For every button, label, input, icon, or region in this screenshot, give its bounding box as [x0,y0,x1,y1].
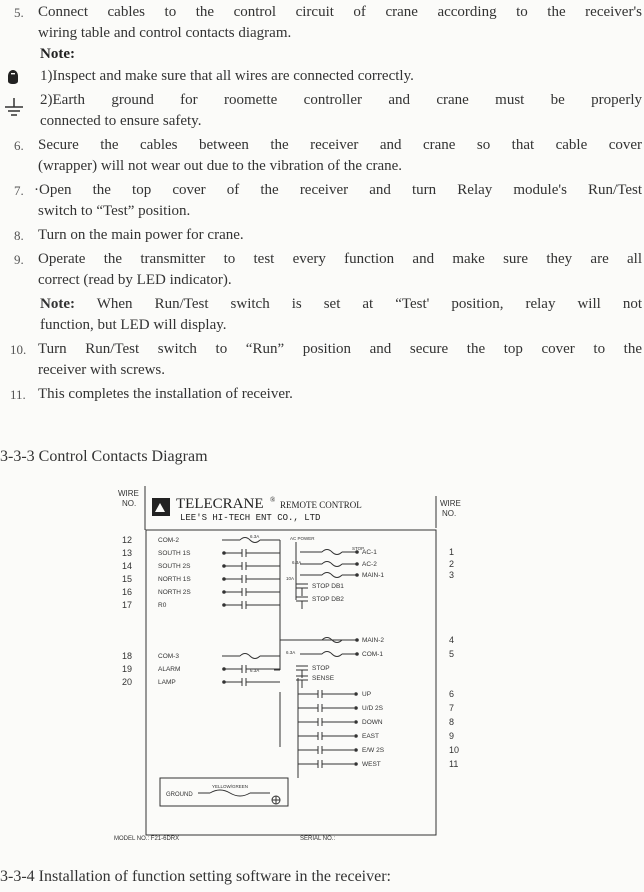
note-3-line-2: function, but LED will display. [40,317,227,333]
right-contact-label: SENSE [312,675,335,682]
capacitor-contact-symbol [296,597,308,609]
right-wire-number: 8 [449,717,455,727]
fuse-com2-label: 6.3A [250,534,260,539]
item-10-line-1: Turn Run/Test switch to “Run” position and secure the top cover to the [38,341,642,357]
left-wire-number: 15 [122,574,133,584]
right-contact-label: U/D 2S [362,705,383,712]
right-contact-label: STOP DB2 [312,596,344,603]
stop-fuse-label: STOP [352,546,365,551]
right-contact-label: UP [362,691,372,698]
fuse-wire-symbol [300,652,358,657]
right-contact-label: COM-1 [362,651,383,658]
ground-wire-label: YELLOW/GREEN [212,784,249,789]
right-contact-label: MAIN-2 [362,637,385,644]
wire-no-left-2: NO. [122,499,137,508]
fuse-symbol [222,654,280,659]
right-wire-number: 3 [449,570,455,580]
note-3-line-1 [40,295,642,314]
control-contacts-diagram [100,482,480,852]
ground-label: GROUND [166,792,193,798]
model-number: MODEL NO.: F21-6DRX [114,836,180,842]
right-contact-label: STOP DB1 [312,583,344,590]
left-contact-label: ALARM [158,666,181,673]
fuse-f1-label: 6.3A [292,560,302,565]
left-wire-number: 12 [122,535,133,545]
fuse-com1-label: 6.3A [286,650,296,655]
left-contact-label: NORTH 1S [158,576,191,583]
relay-contact-symbol [223,588,280,596]
note-2-line-2: connected to ensure safety. [40,113,202,129]
earth-ground-icon [2,96,26,120]
wire-no-right-2: NO. [442,509,457,518]
item-5-number: 5. [14,5,24,20]
ground-terminal-icon [272,796,280,804]
right-wire-number: 1 [449,547,455,557]
left-contact-label: LAMP [158,679,176,686]
item-7-line-1: ·Open the top cover of the receiver and turn Relay module's Run/Test [34,182,642,198]
item-11-number: 11. [10,387,26,402]
right-wire-number: 2 [449,559,455,569]
left-wire-number: 20 [122,677,133,687]
fuse-f2-label: 10A [286,576,295,581]
section-3-3-4-title: 3-3-4 Installation of function setting software in the receiver: [0,868,391,885]
right-wire-number: 9 [449,731,455,741]
fuse-com3-label: 6.3A [250,668,260,673]
wire-no-right-1: WIRE [440,499,461,508]
note-label: Note: [40,46,75,62]
note-1: 1)Inspect and make sure that all wires are connected correctly. [40,68,414,84]
item-10-line-2: receiver with screws. [38,362,166,378]
note-2-line-1: 2)Earth ground for roomette controller and crane must be properly [40,92,642,108]
company-name: LEE'S HI-TECH ENT CO., LTD [180,513,321,523]
fuse-wire-symbol [300,573,358,578]
telecrane-logo-icon [152,498,170,516]
svg-text:®: ® [270,496,276,504]
brand-name: TELECRANE [176,496,264,512]
item-5-line-2: wiring table and control contacts diagram. [38,25,292,41]
item-5-line-1: Connect cables to the control circuit of crane according to the receiver's [38,4,642,20]
hand-warning-icon [6,69,20,85]
left-wire-number: 14 [122,561,133,571]
left-contact-label: SOUTH 1S [158,550,191,557]
item-11-line-1: This completes the installation of receiver. [38,386,293,402]
item-10-number: 10. [10,342,27,357]
left-contact-label: COM-3 [158,653,179,660]
note-3-label: Note: [40,296,75,312]
note-3-text: When Run/Test switch is set at “Test' position, relay will not [96,296,642,312]
relay-contact-symbol [223,549,280,557]
relay-contact-symbol [223,575,280,583]
left-contact-label: NORTH 2S [158,589,191,596]
relay-contact-symbol [223,678,280,686]
right-contact-label: E/W 2S [362,747,385,754]
relay-contact-symbol [223,601,280,609]
relay-contact-symbol [298,704,357,722]
right-wire-number: 6 [449,689,455,699]
left-wire-number: 16 [122,587,133,597]
left-wire-number: 17 [122,600,133,610]
right-contact-label: DOWN [362,719,383,726]
relay-contact-symbol [223,562,280,570]
fuse-wire-symbol [300,562,358,567]
item-7-line-2: switch to “Test” position. [38,203,191,219]
item-7-number: 7. [14,183,24,198]
section-3-3-3-title: 3-3-3 Control Contacts Diagram [0,448,208,465]
item-8-line-1: Turn on the main power for crane. [38,227,244,243]
relay-contact-symbol [298,732,357,750]
left-wire-number: 19 [122,664,133,674]
right-contact-label: STOP [312,665,330,672]
right-wire-number: 10 [449,745,460,755]
ac-power-label: AC POWER [290,536,315,541]
item-9-line-2: correct (read by LED indicator). [38,272,232,288]
item-9-line-1: Operate the transmitter to test every function and make sure they are all [38,251,642,267]
right-contact-label: WEST [362,761,381,768]
right-contact-label: EAST [362,733,379,740]
item-6-line-1: Secure the cables between the receiver and crane so that cable cover [38,137,642,153]
capacitor-contact-symbol [296,584,308,596]
fuse-wire-symbol [300,550,358,555]
left-wire-number: 18 [122,651,133,661]
wire-no-left-1: WIRE [118,489,139,498]
relay-contact-symbol [298,718,357,736]
right-contact-label: AC-2 [362,561,377,568]
right-wire-number: 11 [449,759,459,769]
relay-contact-symbol [298,746,357,764]
brand-suffix: REMOTE CONTROL [280,500,362,510]
item-6-line-2: (wrapper) will not wear out due to the vibration of the crane. [38,158,403,174]
item-6-number: 6. [14,138,24,153]
right-contact-label: MAIN-1 [362,572,385,579]
right-wire-number: 5 [449,649,455,659]
left-contact-label: COM-2 [158,537,179,544]
relay-contact-symbol [298,760,357,778]
item-9-number: 9. [14,252,24,267]
left-contact-label: SOUTH 2S [158,563,191,570]
relay-contact-symbol [298,690,357,708]
serial-number: SERIAL NO.: [300,836,336,842]
left-contact-label: R0 [158,602,167,609]
left-wire-number: 13 [122,548,133,558]
right-contact-label: AC-1 [362,549,377,556]
right-wire-number: 7 [449,703,455,713]
right-wire-number: 4 [449,635,455,645]
item-8-number: 8. [14,228,24,243]
